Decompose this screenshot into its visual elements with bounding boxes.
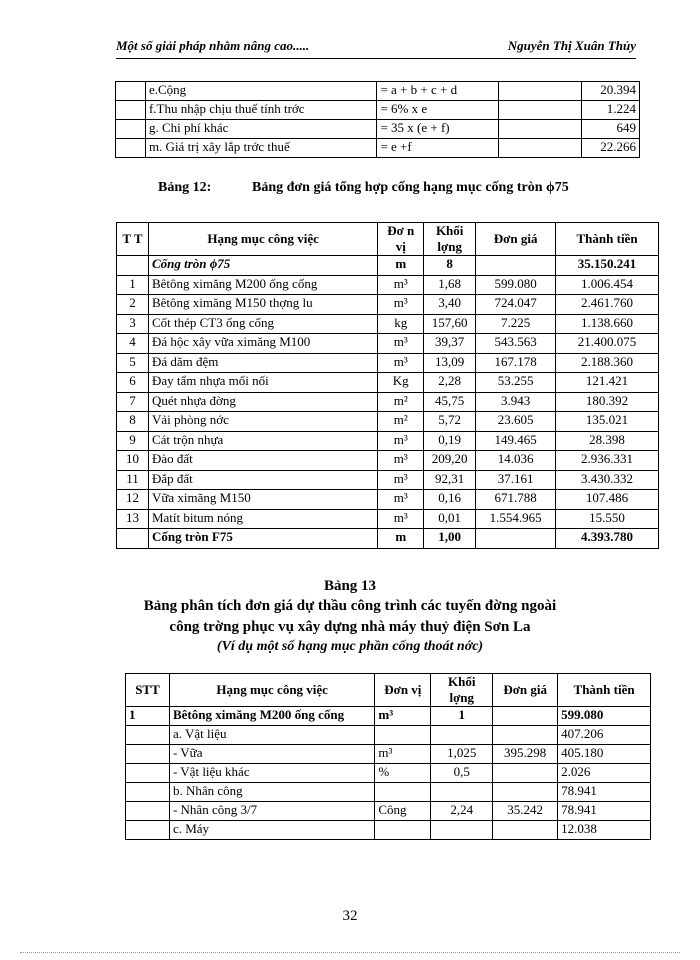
formula-cell: = a + b + c + d [377, 82, 499, 101]
quantity-cell: 1,025 [431, 745, 493, 764]
header-unit-price: Đơn giá [476, 223, 556, 256]
quantity-cell: 13,09 [424, 353, 476, 373]
amount-cell: 2.188.360 [556, 353, 659, 373]
table-row [117, 490, 659, 510]
table-row [126, 745, 651, 764]
header-unit: Đơn vị [375, 674, 431, 707]
header-task: Hạng mục công việc [169, 674, 374, 707]
amount-cell: 121.421 [556, 373, 659, 393]
unit-cell: m³ [378, 470, 424, 490]
index-cell: 5 [117, 353, 149, 373]
page-header [116, 36, 636, 59]
table-row [117, 373, 659, 393]
header-task: Hạng mục công việc [148, 223, 377, 256]
unit-cell [375, 783, 431, 802]
header-index: STT [126, 674, 170, 707]
unit-cell [375, 726, 431, 745]
summary-table [115, 81, 640, 158]
unit-price-cell: 1.554.965 [476, 509, 556, 529]
index-cell: 10 [117, 451, 149, 471]
blank-cell [116, 101, 146, 120]
index-cell [126, 802, 170, 821]
table13-title-2: công trờng phục vụ xây dựng nhà máy thuỷ điện Sơn La [169, 619, 531, 635]
unit-price-cell: 671.788 [476, 490, 556, 510]
item-cell: m. Giá trị xây lắp trớc thuế [145, 139, 377, 158]
index-cell [117, 529, 149, 549]
amount-cell: 2.936.331 [556, 451, 659, 471]
unit-cell: m³ [378, 295, 424, 315]
table-row [117, 334, 659, 354]
unit-cell [375, 821, 431, 840]
index-cell [126, 764, 170, 783]
value-cell: 649 [582, 120, 640, 139]
unit-price-cell: 35.242 [493, 802, 558, 821]
index-cell [117, 256, 149, 276]
index-cell: 3 [117, 314, 149, 334]
task-cell: - Vữa [169, 745, 374, 764]
table-row [116, 139, 640, 158]
unit-price-cell [493, 783, 558, 802]
quantity-cell: 2,24 [431, 802, 493, 821]
quantity-cell [431, 783, 493, 802]
task-cell: Bêtông ximăng M150 thợng lu [148, 295, 377, 315]
footer-divider [20, 952, 680, 953]
quantity-cell: 5,72 [424, 412, 476, 432]
unit-cell: % [375, 764, 431, 783]
quantity-cell: 209,20 [424, 451, 476, 471]
index-cell: 9 [117, 431, 149, 451]
blank-cell [499, 82, 582, 101]
quantity-cell: 0,01 [424, 509, 476, 529]
table-row [126, 821, 651, 840]
unit-cell: m³ [378, 431, 424, 451]
table-row [117, 412, 659, 432]
amount-cell: 1.006.454 [556, 275, 659, 295]
index-cell: 7 [117, 392, 149, 412]
amount-cell: 12.038 [558, 821, 651, 840]
task-cell: Bêtông ximăng M200 ống cống [169, 707, 374, 726]
unit-cell: kg [378, 314, 424, 334]
quantity-cell: 39,37 [424, 334, 476, 354]
header-quantity: Khối lợng [424, 223, 476, 256]
table13-label: Bảng 13 [323, 578, 377, 594]
unit-price-cell: 23.605 [476, 412, 556, 432]
unit-price-cell [493, 726, 558, 745]
quantity-cell: 3,40 [424, 295, 476, 315]
header-quantity: Khối lợng [431, 674, 493, 707]
amount-cell: 35.150.241 [556, 256, 659, 276]
quantity-cell: 0,16 [424, 490, 476, 510]
index-cell: 4 [117, 334, 149, 354]
amount-cell: 1.138.660 [556, 314, 659, 334]
formula-cell: = 35 x (e + f) [377, 120, 499, 139]
amount-cell: 135.021 [556, 412, 659, 432]
index-cell: 2 [117, 295, 149, 315]
table-row [116, 120, 640, 139]
unit-price-cell: 167.178 [476, 353, 556, 373]
unit-cell: m³ [378, 490, 424, 510]
index-cell: 6 [117, 373, 149, 393]
amount-cell: 4.393.780 [556, 529, 659, 549]
task-cell: Đắp đất [148, 470, 377, 490]
unit-cell: m² [378, 412, 424, 432]
blank-cell [116, 139, 146, 158]
unit-cell: m³ [378, 451, 424, 471]
header-left: Một số giải pháp nhằm nâng cao..... [116, 38, 310, 53]
table-row [126, 726, 651, 745]
index-cell [126, 783, 170, 802]
unit-cell: m [378, 529, 424, 549]
quantity-cell: 8 [424, 256, 476, 276]
index-cell: 8 [117, 412, 149, 432]
unit-cell: m³ [378, 353, 424, 373]
value-cell: 22.266 [582, 139, 640, 158]
amount-cell: 3.430.332 [556, 470, 659, 490]
table-12 [116, 222, 659, 549]
blank-cell [116, 120, 146, 139]
blank-cell [499, 120, 582, 139]
quantity-cell: 92,31 [424, 470, 476, 490]
table-row [117, 256, 659, 276]
table-row [117, 275, 659, 295]
unit-cell: m³ [375, 745, 431, 764]
value-cell: 1.224 [582, 101, 640, 120]
task-cell: Đay tẩm nhựa mối nối [148, 373, 377, 393]
amount-cell: 78.941 [558, 802, 651, 821]
item-cell: f.Thu nhập chịu thuế tính trớc [145, 101, 377, 120]
task-cell: a. Vật liệu [169, 726, 374, 745]
quantity-cell: 0,5 [431, 764, 493, 783]
table12-title: Bảng đơn giá tổng hợp cống hạng mục cống tròn ϕ75 [252, 180, 569, 195]
table-row [117, 470, 659, 490]
task-cell: Vữa ximăng M150 [148, 490, 377, 510]
index-cell [126, 821, 170, 840]
unit-cell: m³ [378, 275, 424, 295]
table-row [117, 529, 659, 549]
unit-price-cell [493, 764, 558, 783]
blank-cell [499, 101, 582, 120]
header-unit: Đơ n vị [378, 223, 424, 256]
quantity-cell: 2,28 [424, 373, 476, 393]
item-cell: g. Chi phí khác [145, 120, 377, 139]
amount-cell: 2.026 [558, 764, 651, 783]
unit-cell: Công [375, 802, 431, 821]
unit-price-cell [476, 529, 556, 549]
amount-cell: 78.941 [558, 783, 651, 802]
amount-cell: 599.080 [558, 707, 651, 726]
index-cell: 12 [117, 490, 149, 510]
quantity-cell [431, 821, 493, 840]
blank-cell [499, 139, 582, 158]
formula-cell: = 6% x e [377, 101, 499, 120]
task-cell: Cốt thép CT3 ống cống [148, 314, 377, 334]
table-row [117, 295, 659, 315]
unit-cell: m³ [378, 509, 424, 529]
amount-cell: 2.461.760 [556, 295, 659, 315]
value-cell: 20.394 [582, 82, 640, 101]
table-row [117, 353, 659, 373]
header-index: T T [117, 223, 149, 256]
quantity-cell: 0,19 [424, 431, 476, 451]
header-amount: Thành tiền [556, 223, 659, 256]
quantity-cell: 1 [431, 707, 493, 726]
table-row [126, 802, 651, 821]
unit-cell: m [378, 256, 424, 276]
unit-cell: m² [378, 392, 424, 412]
amount-cell: 28.398 [556, 431, 659, 451]
task-cell: Cống tròn F75 [148, 529, 377, 549]
amount-cell: 15.550 [556, 509, 659, 529]
table-row [117, 451, 659, 471]
task-cell: Vải phòng nớc [148, 412, 377, 432]
quantity-cell: 157,60 [424, 314, 476, 334]
table-13 [125, 673, 651, 840]
unit-cell: m³ [375, 707, 431, 726]
quantity-cell [431, 726, 493, 745]
quantity-cell: 1,00 [424, 529, 476, 549]
task-cell: Đá hộc xây vữa ximăng M100 [148, 334, 377, 354]
page-number: 32 [342, 908, 358, 924]
header-unit-price: Đơn giá [493, 674, 558, 707]
index-cell: 1 [126, 707, 170, 726]
index-cell [126, 745, 170, 764]
formula-cell: = e +f [377, 139, 499, 158]
task-cell: Đá dăm đệm [148, 353, 377, 373]
unit-price-cell: 149.465 [476, 431, 556, 451]
blank-cell [116, 82, 146, 101]
table-row [117, 392, 659, 412]
unit-price-cell: 3.943 [476, 392, 556, 412]
task-cell: Quét nhựa đờng [148, 392, 377, 412]
unit-price-cell [493, 821, 558, 840]
task-cell: Đào đất [148, 451, 377, 471]
table-row [116, 101, 640, 120]
unit-price-cell: 543.563 [476, 334, 556, 354]
table13-subtitle: (Ví dụ một số hạng mục phần cống thoát nớc) [216, 639, 484, 654]
unit-price-cell: 724.047 [476, 295, 556, 315]
table-row [116, 82, 640, 101]
unit-price-cell: 14.036 [476, 451, 556, 471]
header-amount: Thành tiền [558, 674, 651, 707]
unit-price-cell: 599.080 [476, 275, 556, 295]
table-row [117, 314, 659, 334]
table-row [126, 707, 651, 726]
task-cell: Bêtông ximăng M200 ống cống [148, 275, 377, 295]
index-cell: 1 [117, 275, 149, 295]
table-row [117, 431, 659, 451]
task-cell: Cát trộn nhựa [148, 431, 377, 451]
table13-title-1: Bảng phân tích đơn giá dự thầu công trình các tuyến đờng ngoài [143, 598, 557, 614]
table-row [126, 783, 651, 802]
index-cell: 13 [117, 509, 149, 529]
table12-label: Bảng 12: [158, 180, 212, 195]
unit-price-cell [476, 256, 556, 276]
unit-price-cell [493, 707, 558, 726]
unit-price-cell: 53.255 [476, 373, 556, 393]
amount-cell: 180.392 [556, 392, 659, 412]
table-row [117, 509, 659, 529]
item-cell: e.Cộng [145, 82, 377, 101]
header-right: Nguyễn Thị Xuân Thủy [507, 38, 636, 53]
task-cell: - Nhân công 3/7 [169, 802, 374, 821]
task-cell: - Vật liệu khác [169, 764, 374, 783]
task-cell: Cống tròn ϕ75 [148, 256, 377, 276]
task-cell: b. Nhân công [169, 783, 374, 802]
unit-cell: Kg [378, 373, 424, 393]
task-cell: c. Máy [169, 821, 374, 840]
unit-price-cell: 37.161 [476, 470, 556, 490]
amount-cell: 107.486 [556, 490, 659, 510]
amount-cell: 405.180 [558, 745, 651, 764]
quantity-cell: 45,75 [424, 392, 476, 412]
index-cell [126, 726, 170, 745]
index-cell: 11 [117, 470, 149, 490]
unit-price-cell: 7.225 [476, 314, 556, 334]
table-row [126, 764, 651, 783]
task-cell: Matít bitum nóng [148, 509, 377, 529]
unit-cell: m³ [378, 334, 424, 354]
amount-cell: 21.400.075 [556, 334, 659, 354]
quantity-cell: 1,68 [424, 275, 476, 295]
amount-cell: 407.206 [558, 726, 651, 745]
unit-price-cell: 395.298 [493, 745, 558, 764]
